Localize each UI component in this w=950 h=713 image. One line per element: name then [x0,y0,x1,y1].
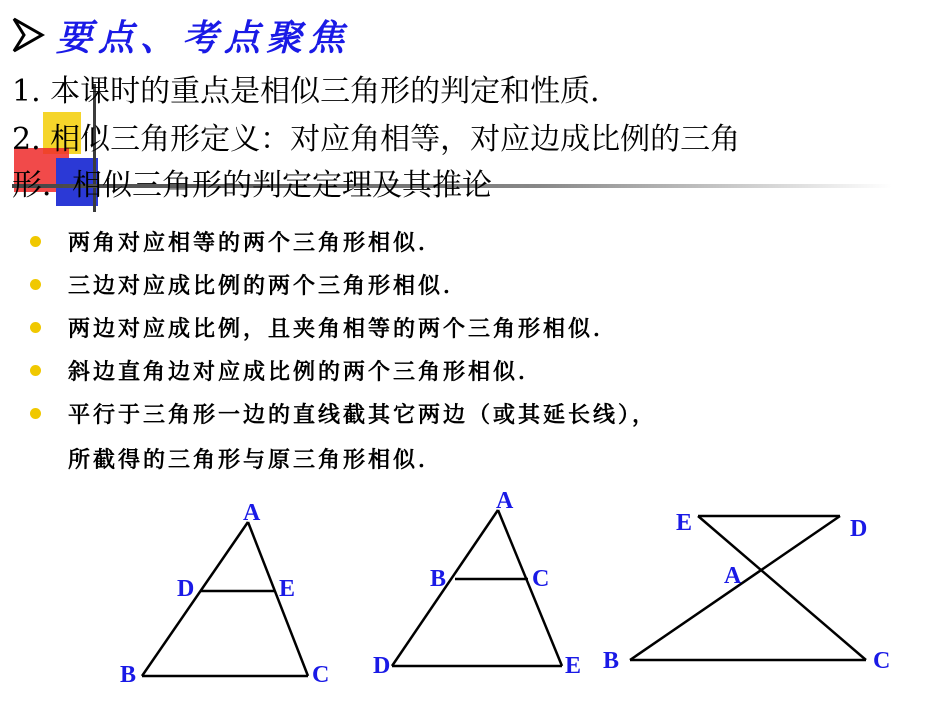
bullet-dot-icon [30,236,41,247]
fig3-label-a: A [724,563,742,589]
point-2: 2. 相似三角形定义：对应角相等，对应边成比例的三角 [12,122,741,157]
bullet-text-continuation: 所截得的三角形与原三角形相似． [68,448,444,473]
fig3-label-c: C [873,648,891,674]
point-1: 1. 本课时的重点是相似三角形的判定和性质． [12,74,621,109]
bullet-text: 斜边直角边对应成比例的两个三角形相似． [68,360,544,385]
fig1-label-d: D [177,576,195,602]
bullet-dot-icon [30,279,41,290]
fig2-label-e: E [565,653,582,679]
fig3-label-e: E [676,510,693,536]
fig2-label-c: C [532,566,550,592]
heading-title: 要点、考点聚焦 [56,16,351,59]
fig1-label-e: E [279,576,296,602]
bullet-dot-icon [30,365,41,376]
figure-3-hourglass [630,516,866,660]
section-heading [10,10,350,60]
fig2-label-b: B [430,566,447,592]
bullet-text: 三边对应成比例的两个三角形相似． [68,274,469,299]
bullet-dot-icon [30,408,41,419]
bullet-text: 平行于三角形一边的直线截其它两边（或其延长线）， [68,403,658,428]
geometry-figures [0,480,950,713]
fig2-side-ae [498,510,562,666]
fig1-side-ac [248,522,308,676]
bullet-text: 两边对应成比例，且夹角相等的两个三角形相似． [68,317,619,342]
point-2-cont: 形．相似三角形的判定定理及其推论 [12,168,492,203]
fig3-label-d: D [850,516,868,542]
fig3-label-b: B [603,648,620,674]
fig1-label-b: B [120,662,137,688]
fig1-label-c: C [312,662,330,688]
fig1-side-ab [142,522,248,676]
fig2-label-d: D [373,653,391,679]
bullet-text: 两角对应相等的两个三角形相似． [68,231,444,256]
fig2-label-a: A [496,488,514,514]
arrow-bullet-icon [10,15,46,55]
bullet-dot-icon [30,322,41,333]
fig1-label-a: A [243,500,261,526]
